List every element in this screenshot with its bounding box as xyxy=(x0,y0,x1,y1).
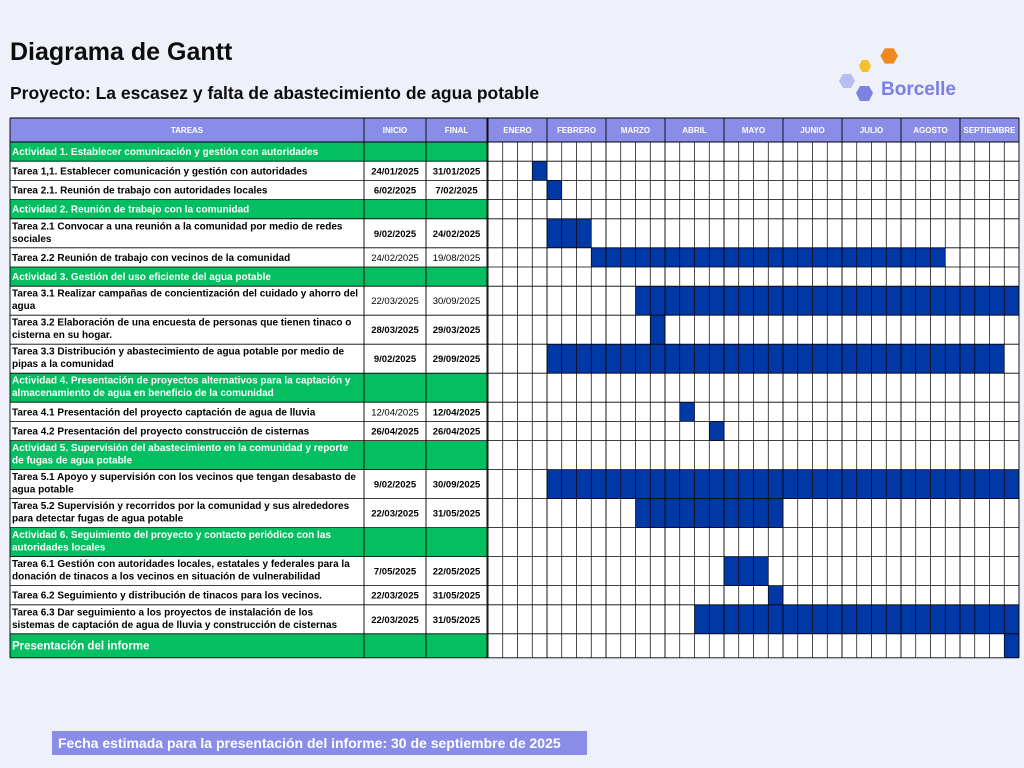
page-title: Diagrama de Gantt xyxy=(10,38,233,66)
month-label: MAYO xyxy=(741,126,766,135)
end-date: 22/05/2025 xyxy=(432,566,481,578)
task-label: Tarea 4.1 Presentación del proyecto captación de agua de lluvia xyxy=(12,407,316,419)
task-label: Tarea 1,1. Establecer comunicación y gestión con autoridades xyxy=(12,166,308,178)
activity-label: Actividad 3. Gestión del uso eficiente del agua potable xyxy=(12,272,271,284)
month-label: JUNIO xyxy=(800,126,825,135)
end-date: 30/09/2025 xyxy=(432,296,481,308)
month-label: SEPTIEMBRE xyxy=(963,126,1016,135)
start-date: 6/02/2025 xyxy=(373,185,417,197)
activity-label: autoridades locales xyxy=(12,542,106,554)
start-date: 22/03/2025 xyxy=(371,614,419,626)
project-subtitle: Proyecto: La escasez y falta de abastecimiento de agua potable xyxy=(10,83,540,103)
gantt-bar xyxy=(547,180,562,199)
month-label: AGOSTO xyxy=(913,126,948,135)
activity-label: Actividad 1. Establecer comunicación y gestión con autoridades xyxy=(12,147,319,159)
task-label: agua potable xyxy=(12,484,74,496)
end-date: 19/08/2025 xyxy=(432,252,481,264)
task-label: pipas a la comunidad xyxy=(12,359,114,371)
task-label: Tarea 2.2 Reunión de trabajo con vecinos de la comunidad xyxy=(12,252,291,264)
gantt-bar xyxy=(1004,634,1019,658)
start-date: 26/04/2025 xyxy=(371,426,419,438)
gantt-bar xyxy=(709,421,724,440)
task-label: Tarea 2.1. Reunión de trabajo con autoridades locales xyxy=(12,185,268,197)
activity-label: Actividad 4. Presentación de proyectos alternativos para la captación y xyxy=(12,375,351,387)
activity-label: de fugas de agua potable xyxy=(12,455,133,467)
end-date: 31/05/2025 xyxy=(432,590,481,602)
start-date: 12/04/2025 xyxy=(371,407,419,419)
task-label: Tarea 5.2 Supervisión y recorridos por la comunidad y sus alrededores xyxy=(12,501,350,513)
activity-label: almacenamiento de agua en beneficio de la comunidad xyxy=(12,388,274,400)
end-date: 29/09/2025 xyxy=(432,354,481,366)
activity-label: Actividad 5. Supervisión del abastecimiento en la comunidad y reporte xyxy=(12,443,349,455)
month-label: MARZO xyxy=(620,126,651,135)
activity-label: Presentación del informe xyxy=(12,640,150,653)
task-label: Tarea 3.1 Realizar campañas de concientización del cuidado y ahorro del xyxy=(12,288,359,300)
end-date: 26/04/2025 xyxy=(432,426,481,438)
task-label: para detectar fugas de agua potable xyxy=(12,513,184,525)
footer-note: Fecha estimada para la presentación del informe: 30 de septiembre de 2025 xyxy=(52,731,587,755)
start-date: 9/02/2025 xyxy=(373,228,417,240)
task-label: Tarea 3.2 Elaboración de una encuesta de personas que tienen tinaco o xyxy=(12,317,352,329)
end-date: 24/02/2025 xyxy=(432,228,481,240)
gantt-bar xyxy=(547,344,1004,373)
start-date: 7/05/2025 xyxy=(373,566,417,578)
task-label: Tarea 2.1 Convocar a una reunión a la comunidad por medio de redes xyxy=(12,221,343,233)
brand-name: Borcelle xyxy=(881,79,956,100)
month-label: ABRIL xyxy=(682,126,707,135)
header-inicio: INICIO xyxy=(382,126,408,135)
gantt-bar xyxy=(768,586,783,605)
month-label: FEBRERO xyxy=(556,126,597,135)
end-date: 31/01/2025 xyxy=(432,166,481,178)
task-label: Tarea 6.3 Dar seguimiento a los proyectos de instalación de los xyxy=(12,607,314,619)
gantt-bar xyxy=(532,161,547,180)
month-label: ENERO xyxy=(503,126,532,135)
task-label: Tarea 5.1 Apoyo y supervisión con los vecinos que tengan desabasto de xyxy=(12,472,356,484)
task-label: Tarea 6.2 Seguimiento y distribución de tinacos para los vecinos. xyxy=(12,590,322,602)
task-label: Tarea 6.1 Gestión con autoridades locales, estatales y federales para la xyxy=(12,559,350,571)
task-label: agua xyxy=(12,301,36,313)
end-date: 30/09/2025 xyxy=(432,479,481,491)
end-date: 29/03/2025 xyxy=(432,325,481,337)
end-date: 31/05/2025 xyxy=(432,614,481,626)
start-date: 9/02/2025 xyxy=(373,354,417,366)
end-date: 12/04/2025 xyxy=(432,407,481,419)
end-date: 31/05/2025 xyxy=(432,508,481,520)
activity-label: Actividad 2. Reunión de trabajo con la comunidad xyxy=(12,204,250,216)
task-label: Tarea 3.3 Distribución y abastecimiento de agua potable por medio de xyxy=(12,346,345,358)
task-label: sistemas de captación de agua de lluvia y construcción de cisternas xyxy=(12,619,338,631)
task-label: cisterna en su hogar. xyxy=(12,330,113,342)
header-final: FINAL xyxy=(444,126,469,135)
month-label: JULIO xyxy=(859,126,884,135)
start-date: 22/03/2025 xyxy=(371,590,419,602)
start-date: 24/02/2025 xyxy=(371,252,419,264)
start-date: 9/02/2025 xyxy=(373,479,417,491)
gantt-bar xyxy=(547,219,591,248)
start-date: 22/03/2025 xyxy=(371,296,419,308)
gantt-bar xyxy=(680,402,695,421)
activity-label: Actividad 6. Seguimiento del proyecto y contacto periódico con las xyxy=(12,530,331,542)
task-label: Tarea 4.2 Presentación del proyecto construcción de cisternas xyxy=(12,426,310,438)
gantt-bar xyxy=(650,315,665,344)
end-date: 7/02/2025 xyxy=(435,185,478,197)
header-tareas: TAREAS xyxy=(170,126,204,135)
start-date: 24/01/2025 xyxy=(371,166,419,178)
task-label: donación de tinacos a los vecinos en situación de vulnerabilidad xyxy=(12,571,321,583)
gantt-bar xyxy=(724,557,768,586)
start-date: 28/03/2025 xyxy=(371,325,419,337)
start-date: 22/03/2025 xyxy=(371,508,419,520)
task-label: sociales xyxy=(12,233,52,245)
